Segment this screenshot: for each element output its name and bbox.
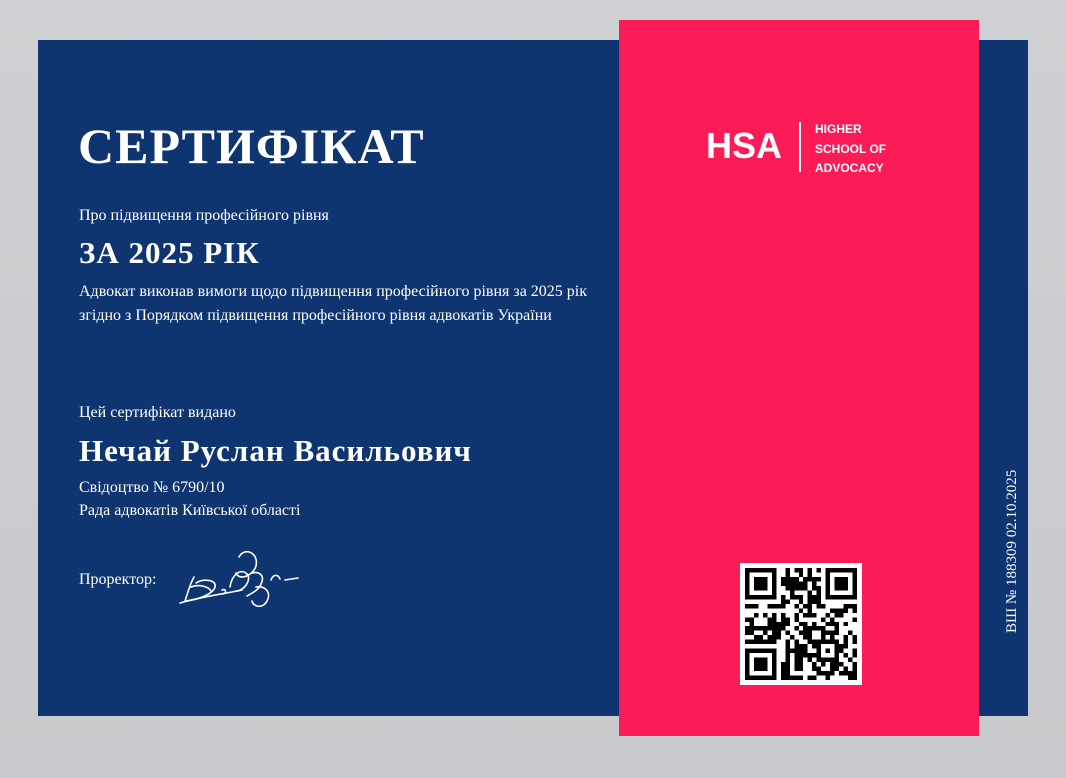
qr-code-icon xyxy=(740,563,862,685)
signature-icon xyxy=(172,543,304,613)
logo-divider xyxy=(799,122,801,172)
logo-text xyxy=(815,120,886,179)
council-name: Рада адвокатів Київської області xyxy=(79,502,301,519)
holder-name: Нечай Руслан Васильович xyxy=(79,433,472,468)
logo-line-advocacy: ADVOCACY xyxy=(815,161,884,175)
hsa-logo xyxy=(706,118,906,178)
certificate-year: ЗА 2025 РІК xyxy=(79,235,260,270)
certificate-title: СЕРТИФІКАТ xyxy=(78,118,425,174)
certificate-description: Адвокат виконав вимоги щодо підвищення професійного рівня за 2025 рік згідно з Порядком підвищення професійного рівня адвокатів України xyxy=(79,283,588,324)
certificate-id: ВШ № 188309 02.10.2025 xyxy=(1004,469,1020,633)
logo-line-school-of: SCHOOL OF xyxy=(815,141,887,156)
certificate-subtitle: Про підвищення професійного рівня xyxy=(79,207,329,224)
certificate-number: Свідоцтво № 6790/10 xyxy=(79,479,225,496)
logo-mark: HSA xyxy=(706,125,783,166)
logo-line-higher: HIGHER xyxy=(815,122,862,136)
prorector-label: Проректор: xyxy=(79,571,157,588)
issued-label: Цей сертифікат видано xyxy=(79,404,236,421)
